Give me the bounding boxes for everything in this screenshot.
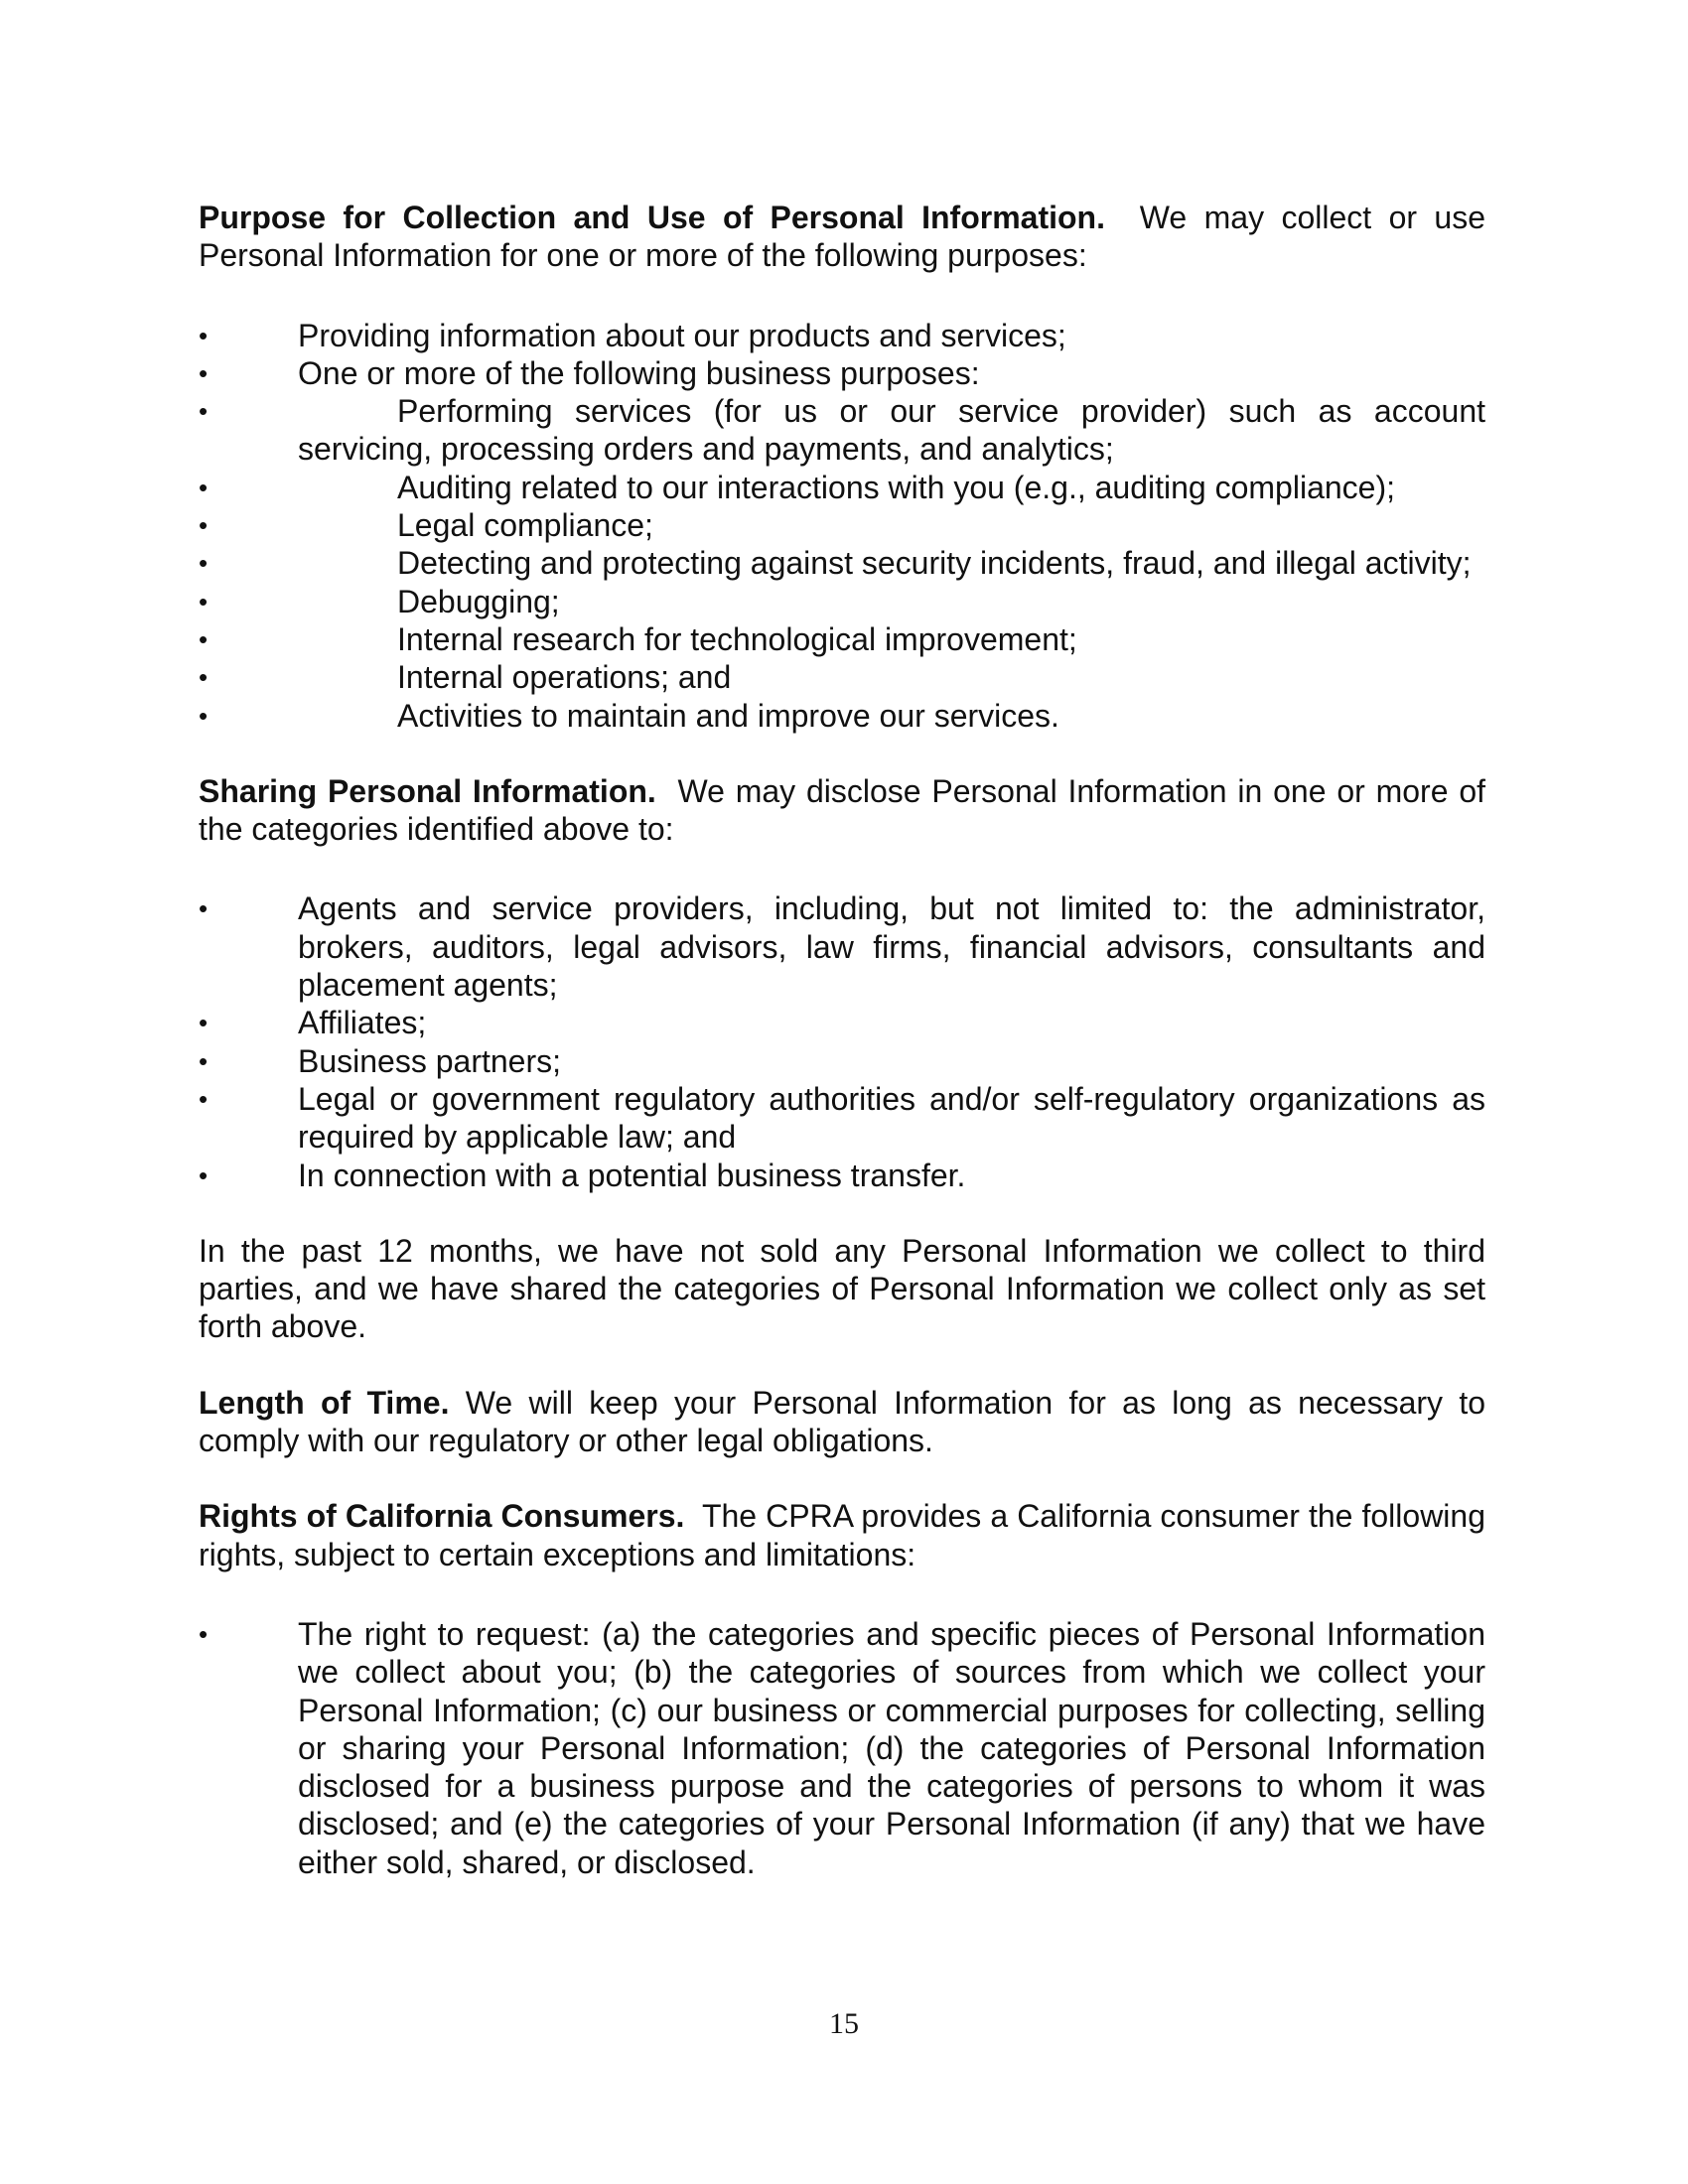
- sub-list-item-text: Activities to maintain and improve our services.: [397, 697, 1059, 734]
- sub-list-item: [199, 469, 1485, 506]
- rights-text: The CPRA provides a California consumer the following rights, subject to certain exceptions and limitations:: [199, 1498, 1486, 1572]
- list-item: [199, 1080, 1485, 1157]
- list-item-text: Affiliates;: [298, 1005, 427, 1041]
- list-item: [199, 889, 1485, 1004]
- sub-list-item: [199, 620, 1485, 658]
- list-item: [199, 1004, 1485, 1041]
- list-item-text: Providing information about our products and services;: [298, 317, 1066, 353]
- past-months-text: In the past 12 months, we have not sold any Personal Information we collect to third parties, and we have shared the categories of Personal Information we collect only as set forth above.: [199, 1232, 1485, 1345]
- purpose-paragraph: [199, 199, 1485, 275]
- sub-list-item-text: Performing services (for us or our service provider) such as account servicing, processing orders and payments, and analytics;: [298, 393, 1485, 468]
- list-item-text: Legal or government regulatory authorities and/or self-regulatory organizations as required by applicable law; and: [298, 1080, 1485, 1156]
- sub-list-item-text: Debugging;: [397, 583, 560, 619]
- list-item-text: Business partners;: [298, 1042, 562, 1079]
- sub-list-item: [199, 658, 1485, 696]
- sharing-paragraph: [199, 772, 1485, 849]
- list-item-text: Agents and service providers, including, but not limited to: the administrator, brokers, auditors, legal advisors, law firms, financial advisors, consultants and placement agents;: [298, 890, 1485, 1004]
- list-item: [199, 317, 1485, 354]
- list-item: [199, 354, 1485, 392]
- length-text: We will keep your Personal Information for as long as necessary to comply with our regulatory or other legal obligations.: [199, 1384, 1486, 1459]
- sharing-list: [199, 889, 1485, 1193]
- purpose-heading: Purpose for Collection and Use of Personal Information.: [199, 200, 1105, 235]
- length-heading: Length of Time.: [199, 1384, 450, 1421]
- rights-heading: Rights of California Consumers.: [199, 1498, 685, 1535]
- sharing-text: We may disclose Personal Information in one or more of the categories identified above to:: [199, 772, 1486, 848]
- list-item-text: One or more of the following business purposes:: [298, 354, 980, 391]
- length-paragraph: [199, 1384, 1485, 1460]
- list-item: [199, 1042, 1485, 1080]
- purpose-text: We may collect or use Personal Information for one or more of the following purposes:: [199, 200, 1486, 274]
- list-item: [199, 1157, 1485, 1194]
- list-item-text: The right to request: (a) the categories and specific pieces of Personal Information we collect about you; (b) the categories of sources from which we collect your Personal Information; (c) our business or commercial purposes for collecting, selling or sharing your Personal Information; (d) the categories of Personal Information disclosed for a business purpose and the categories of persons to whom it was disclosed; and (e) the categories of your Personal Information (if any) that we have either sold, shared, or disclosed.: [298, 1615, 1485, 1880]
- list-item-text: In connection with a potential business transfer.: [298, 1157, 966, 1193]
- sub-list-item: [199, 697, 1485, 735]
- sub-list-item: [199, 583, 1485, 620]
- sub-list-item: [199, 392, 1485, 469]
- sub-list-item: [199, 506, 1485, 544]
- sub-list-item: [199, 544, 1485, 582]
- sharing-heading: Sharing Personal Information.: [199, 772, 656, 809]
- sub-list-item-text: Internal operations; and: [397, 659, 732, 696]
- rights-list: [199, 1615, 1485, 1881]
- page-number: 15: [829, 2007, 859, 2040]
- past-months-paragraph: [199, 1232, 1485, 1346]
- list-item: [199, 1615, 1485, 1881]
- sub-list-item-text: Legal compliance;: [397, 507, 653, 544]
- sub-list-item-text: Internal research for technological improvement;: [397, 620, 1077, 657]
- purpose-list: [199, 317, 1485, 735]
- page-content: [199, 199, 1485, 1881]
- rights-paragraph: [199, 1497, 1485, 1573]
- sub-list-item-text: Detecting and protecting against security incidents, fraud, and illegal activity;: [397, 545, 1472, 582]
- sub-list-item-text: Auditing related to our interactions with you (e.g., auditing compliance);: [397, 469, 1395, 505]
